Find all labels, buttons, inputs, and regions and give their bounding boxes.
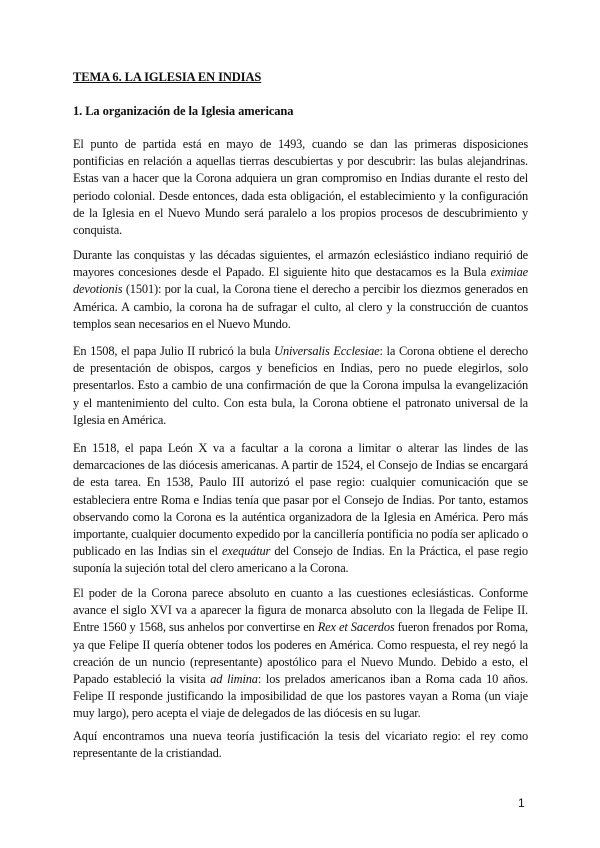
paragraph-4-text-a: En 1518, el papa León X va a facultar a la corona a limitar o alterar las lindes de las demarcaciones de las diócesis americanas. A partir de 1524, el Consejo de Indias se encargará de esta tarea. En 1538, Paulo III autorizó el pase regio: cualquier comunicación que se estableciera entre Roma e Indias tenía que pasar por el Consejo de Indias. Por tanto, estamos observando como la Corona es la auténtica organizadora de la Iglesia en América. Pero más importante, cualquier documento expedido por la cancillería pontificia no podía ser aplicado o publicado en las Indias sin el xyxy=(73,441,528,559)
document-title: TEMA 6. LA IGLESIA EN INDIAS xyxy=(73,70,262,84)
paragraph-3 xyxy=(73,343,528,429)
paragraph-2 xyxy=(73,247,528,333)
paragraph-5-text-c: : los prelados americanos iban a Roma cada 10 años. Felipe II responde justificando la imposibilidad de que los pastores vayan a Roma (un viaje muy largo), pero acepta el viaje de delegados de las diócesis en su lugar. xyxy=(73,672,528,721)
paragraph-4-text-b: del Consejo de Indias. En la Práctica, el pase regio suponía la sujeción total del clero americano a la Corona. xyxy=(73,544,528,576)
paragraph-2-text-b: (1501): por la cual, la Corona tiene el derecho a percibir los diezmos generados en América. A cambio, la corona ha de sufragar el culto, al clero y la construcción de cuantos templos sean necesarios en el Nuevo Mundo. xyxy=(73,282,528,331)
paragraph-2-emphasis: eximiae devotionis xyxy=(73,265,528,297)
paragraph-6: Aquí encontramos una nueva teoría justificación la tesis del vicariato regio: el rey como representante de la cristiandad. xyxy=(73,729,528,761)
paragraph-3-text-a: En 1508, el papa Julio II rubricó la bula xyxy=(73,344,275,358)
paragraph-5-emphasis-1: Rex et Sacerdos xyxy=(317,620,395,635)
paragraph-3-emphasis: Universalis Ecclesiae xyxy=(274,344,380,358)
page-number: 1 xyxy=(518,796,525,810)
paragraph-5-emphasis-2: ad limina xyxy=(210,672,258,687)
paragraph-5-text-a: El poder de la Corona parece absoluto en cuanto a las cuestiones eclesiásticas. Conforme avance el siglo XVI va a aparecer la figura de monarca absoluto con la llegada de Felipe II. Entre 1560 y 1568, sus anhelos por convertirse en xyxy=(73,586,528,635)
paragraph-5-text-b: fueron frenados por Roma, ya que Felipe II quería obtener todos los poderes en América. Como respuesta, el rey negó la creación de un nuncio (representante) apostólico para el Nuevo Mundo. Debido a esto, el Papado estableció la visita xyxy=(73,620,529,687)
paragraph-1: El punto de partida está en mayo de 1493, cuando se dan las primeras disposiciones pontificias en relación a aquellas tierras descubiertas y por descubrir: las bulas alejandrinas. Estas van a hacer que la Corona adquiera un gran compromiso en Indias durante el resto del periodo colonial. Desde entonces, dada esta obligación, el establecimiento y la configuración de la Iglesia en el Nuevo Mundo será paralelo a los propios procesos de descubrimiento y conquista. xyxy=(73,137,528,238)
section-heading: 1. La organización de la Iglesia americana xyxy=(73,104,294,118)
paragraph-2-text-a: Durante las conquistas y las décadas siguientes, el armazón eclesiástico indiano requirió de mayores concesiones desde el Papado. El siguiente hito que destacamos es la Bula xyxy=(73,248,528,280)
paragraph-4-emphasis: exequátur xyxy=(222,544,271,559)
paragraph-5 xyxy=(73,585,528,723)
paragraph-4 xyxy=(73,440,528,578)
paragraph-3-text-b: : la Corona obtiene el derecho de presentación de obispos, cargos y beneficios en Indias, pero no puede elegirlos, solo presentarlos. Esto a cambio de una confirmación de que la Corona impulsa la evangelización y el mantenimiento del culto. Con esta bula, la Corona obtiene el patronato universal de la Iglesia en América. xyxy=(73,344,528,427)
